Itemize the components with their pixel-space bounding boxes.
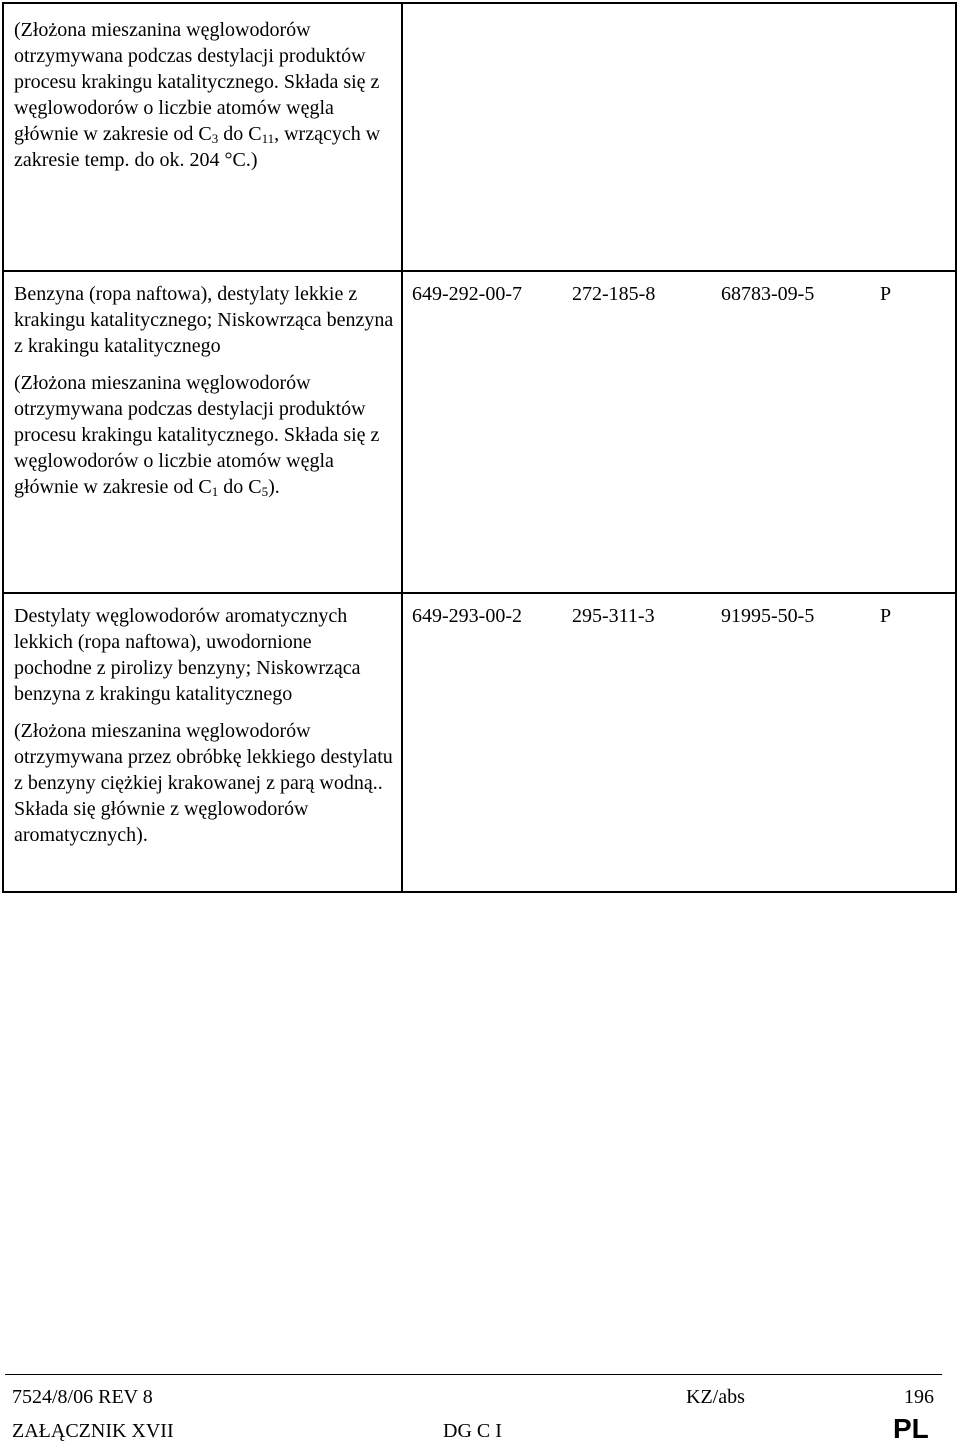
index-number: 649-293-00-2 [412, 605, 522, 627]
cas-number: 68783-09-5 [721, 283, 815, 305]
table-row [4, 594, 955, 891]
substance-table [2, 2, 957, 893]
annex-label: ZAŁĄCZNIK XVII [12, 1420, 174, 1442]
description-note: (Złożona mieszanina węglowodorów otrzymywana podczas destylacji produktów procesu krakingu katalitycznego. Składa się z węglowodorów o liczbie atomów węgla głównie w zakresie od $C_1$ do $C_5$). [14, 372, 380, 499]
substance-description [14, 603, 394, 859]
index-number: 649-292-00-7 [412, 283, 522, 305]
note-code: P [880, 283, 892, 305]
substance-description [14, 281, 394, 511]
author-code: KZ/abs [686, 1386, 745, 1408]
document-reference: 7524/8/06 REV 8 [12, 1386, 153, 1408]
table-row [4, 272, 955, 594]
table-row [4, 4, 955, 272]
column-divider [401, 4, 403, 270]
cas-number: 91995-50-5 [721, 605, 815, 627]
ec-number: 272-185-8 [572, 283, 656, 305]
substance-name: Destylaty węglowodorów aromatycznych lekkich (ropa naftowa), uwodornione pochodne z pirolizy benzyny; Niskowrząca benzyna z krakingu katalitycznego [14, 605, 361, 705]
language-code: PL [893, 1413, 929, 1444]
substance-description [14, 17, 394, 184]
page-number: 196 [904, 1386, 934, 1408]
column-divider [401, 594, 403, 891]
directorate-label: DG C I [443, 1420, 502, 1442]
note-code: P [880, 605, 892, 627]
ec-number: 295-311-3 [572, 605, 655, 627]
description-note: (Złożona mieszanina węglowodorów otrzymywana przez obróbkę lekkiego destylatu z benzyny ciężkiej krakowanej z parą wodną.. Składa się głównie z węglowodorów aromatycznych). [14, 720, 393, 846]
column-divider [401, 272, 403, 592]
substance-name: Benzyna (ropa naftowa), destylaty lekkie z krakingu katalitycznego; Niskowrząca benzyna z krakingu katalitycznego [14, 283, 394, 357]
footer-divider [5, 1374, 942, 1375]
description-note: (Złożona mieszanina węglowodorów otrzymywana podczas destylacji produktów procesu krakingu katalitycznego. Składa się z węglowodorów o liczbie atomów węgla głównie w zakresie od $C_3$ do $C_{11}$, wrzących w zakresie temp. do ok. 204 °C.) [14, 19, 381, 171]
